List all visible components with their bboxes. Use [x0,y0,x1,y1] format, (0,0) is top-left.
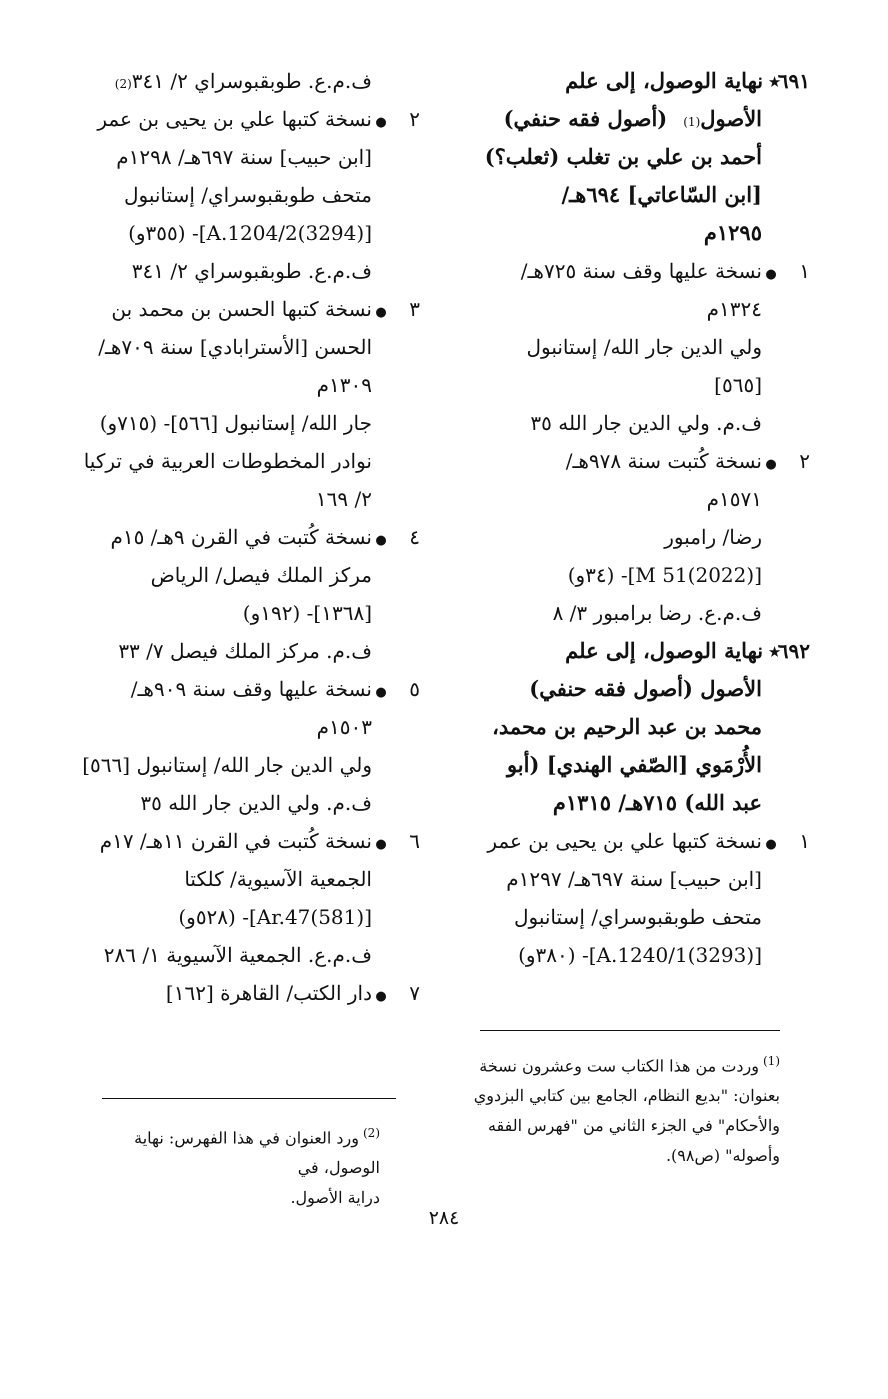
bullet-icon: ● [375,989,387,1004]
copy-item: ٤ ● نسخة كُتبت في القرن ٩هـ/ ١٥م [98,518,420,556]
copy-item: ١ ● نسخة عليها وقف سنة ٧٢٥هـ/ [470,252,810,290]
bullet-icon: ● [375,533,387,548]
bullet-icon: ● [375,837,387,852]
right-column: ٦٩١ ٭ نهاية الوصول، إلى علم الأصول (1) (أصول فقه حنفي) أحمد بن علي بن تغلب (ثعلب؟) [ابن السّاعاتي] ٦٩٤هـ/ ١٢٩٥م ١ ● نسخة عليها وقف سنة ٧٢٥هـ/ ١٣٢٤م ولي الدين جار الله/ إستانبول [٥٦٥] ف.م. ولي الدين جار الله ٣٥ ٢ ● نسخة كُتبت سنة ٩٧٨هـ/ ١٥٧١م رضا/ رامبور [M 51(2022)]- (٣٤و) ف.م.ع. رضا برامبور ٣/ ٨ ٦٩٢ ٭ نهاية الوصول، إلى علم الأصول (أصول فقه حنفي) محمد بن عبد الرحيم بن محمد، الأُرْمَوي [الصّفي الهندي] (أبو عبد الله) ٧١٥هـ/ ١٣١٥م ١ ● نسخة كتبها علي بن يحيى بن عمر [ابن حبيب] سنة ٦٩٧هـ/ ١٢٩٧م متحف طوبقبوسراي/ إستانبول [A.1240/1(3293)]- (٣٨٠و) [470,62,810,974]
bullet-icon: ● [375,685,387,700]
copy-item: ٧ ● دار الكتب/ القاهرة [١٦٢] [98,974,420,1012]
copy-item: ٢ ● نسخة كُتبت سنة ٩٧٨هـ/ [470,442,810,480]
copy-item: ١ ● نسخة كتبها علي بن يحيى بن عمر [470,822,810,860]
copy-item: ٣ ● نسخة كتبها الحسن بن محمد بن [98,290,420,328]
bullet-icon: ● [375,115,387,130]
footnote-right: $^{(1)}$وردت من هذا الكتاب ست وعشرون نسخة بعنوان: "بديع النظام، الجامع بين كتابي البزدوي والأحكام" في الجزء الثاني من "فهرس الفقه وأصوله" (ص٩٨). [473,1054,780,1166]
left-column: ف.م.ع. طوبقبوسراي ٢/ ٣٤١ (2) ٢ ● نسخة كتبها علي بن يحيى بن عمر [ابن حبيب] سنة ٦٩٧هـ/ ١٢٩٨م متحف طوبقبوسراي/ إستانبول [A.1204/2(3294)]- (٣٥٥و) ف.م.ع. طوبقبوسراي ٢/ ٣٤١ ٣ ● نسخة كتبها الحسن بن محمد بن الحسن [الأسترابادي] سنة ٧٠٩هـ/ ١٣٠٩م جار الله/ إستانبول [٥٦٦]- (٧١٥و) نوادر المخطوطات العربية في تركيا ٢/ ١٦٩ ٤ ● نسخة كُتبت في القرن ٩هـ/ ١٥م مركز الملك فيصل/ الرياض [١٣٦٨]- (١٩٢و) ف.م. مركز الملك فيصل ٧/ ٣٣ ٥ ● نسخة عليها وقف سنة ٩٠٩هـ/ ١٥٠٣م ولي الدين جار الله/ إستانبول [٥٦٦] ف.م. ولي الدين جار الله ٣٥ ٦ ● نسخة كُتبت في القرن ١١هـ/ ١٧م الجمعية الآسيوية/ كلكتا [Ar.47(581)]- (٥٢٨و) ف.م.ع. الجمعية الآسيوية ١/ ٢٨٦ ٧ ● دار الكتب/ القاهرة [١٦٢] [98,62,420,1012]
copy-item: ٦ ● نسخة كُتبت في القرن ١١هـ/ ١٧م [98,822,420,860]
entry-691-author: أحمد بن علي بن تغلب (ثعلب؟) [484,144,762,169]
entry-title: نهاية الوصول، إلى علم [565,68,764,93]
entry-691-title-2 [470,100,810,138]
entry-691-author: ١٢٩٥م [703,220,762,245]
page-number: ٢٨٤ [428,1207,460,1229]
footnote-ref: (2) [114,77,132,91]
copy-item: ٢ ● نسخة كتبها علي بن يحيى بن عمر [98,100,420,138]
entry-691-title [470,62,810,100]
star-mark: ٭ [769,639,780,663]
footnote-mark: (2) [362,1126,380,1140]
footnote-mark: (1) [762,1054,780,1068]
bullet-icon: ● [375,305,387,320]
footnote-separator [102,1098,396,1099]
bullet-icon: ● [765,837,777,852]
bullet-icon: ● [765,267,777,282]
bullet-icon: ● [765,457,777,472]
copy-item: ٥ ● نسخة عليها وقف سنة ٩٠٩هـ/ [98,670,420,708]
entry-title: الأصول [700,106,762,131]
footnote-separator [480,1030,780,1031]
footnote-ref: (1) [683,115,701,129]
entry-number: ٦٩١ [777,69,810,93]
entry-692-title: ٦٩٢ ٭ نهاية الوصول، إلى علم [470,632,810,670]
entry-subject: (أصول فقه حنفي) [503,106,668,131]
entry-691-author: [ابن السّاعاتي] ٦٩٤هـ/ [561,182,762,207]
star-mark: ٭ [769,69,780,93]
entry-number: ٦٩٢ [777,639,810,663]
footnote-left: $^{(2)}$ورد العنوان في هذا الفهرس: نهاية الوصول، في دراية الأصول. [134,1126,380,1208]
